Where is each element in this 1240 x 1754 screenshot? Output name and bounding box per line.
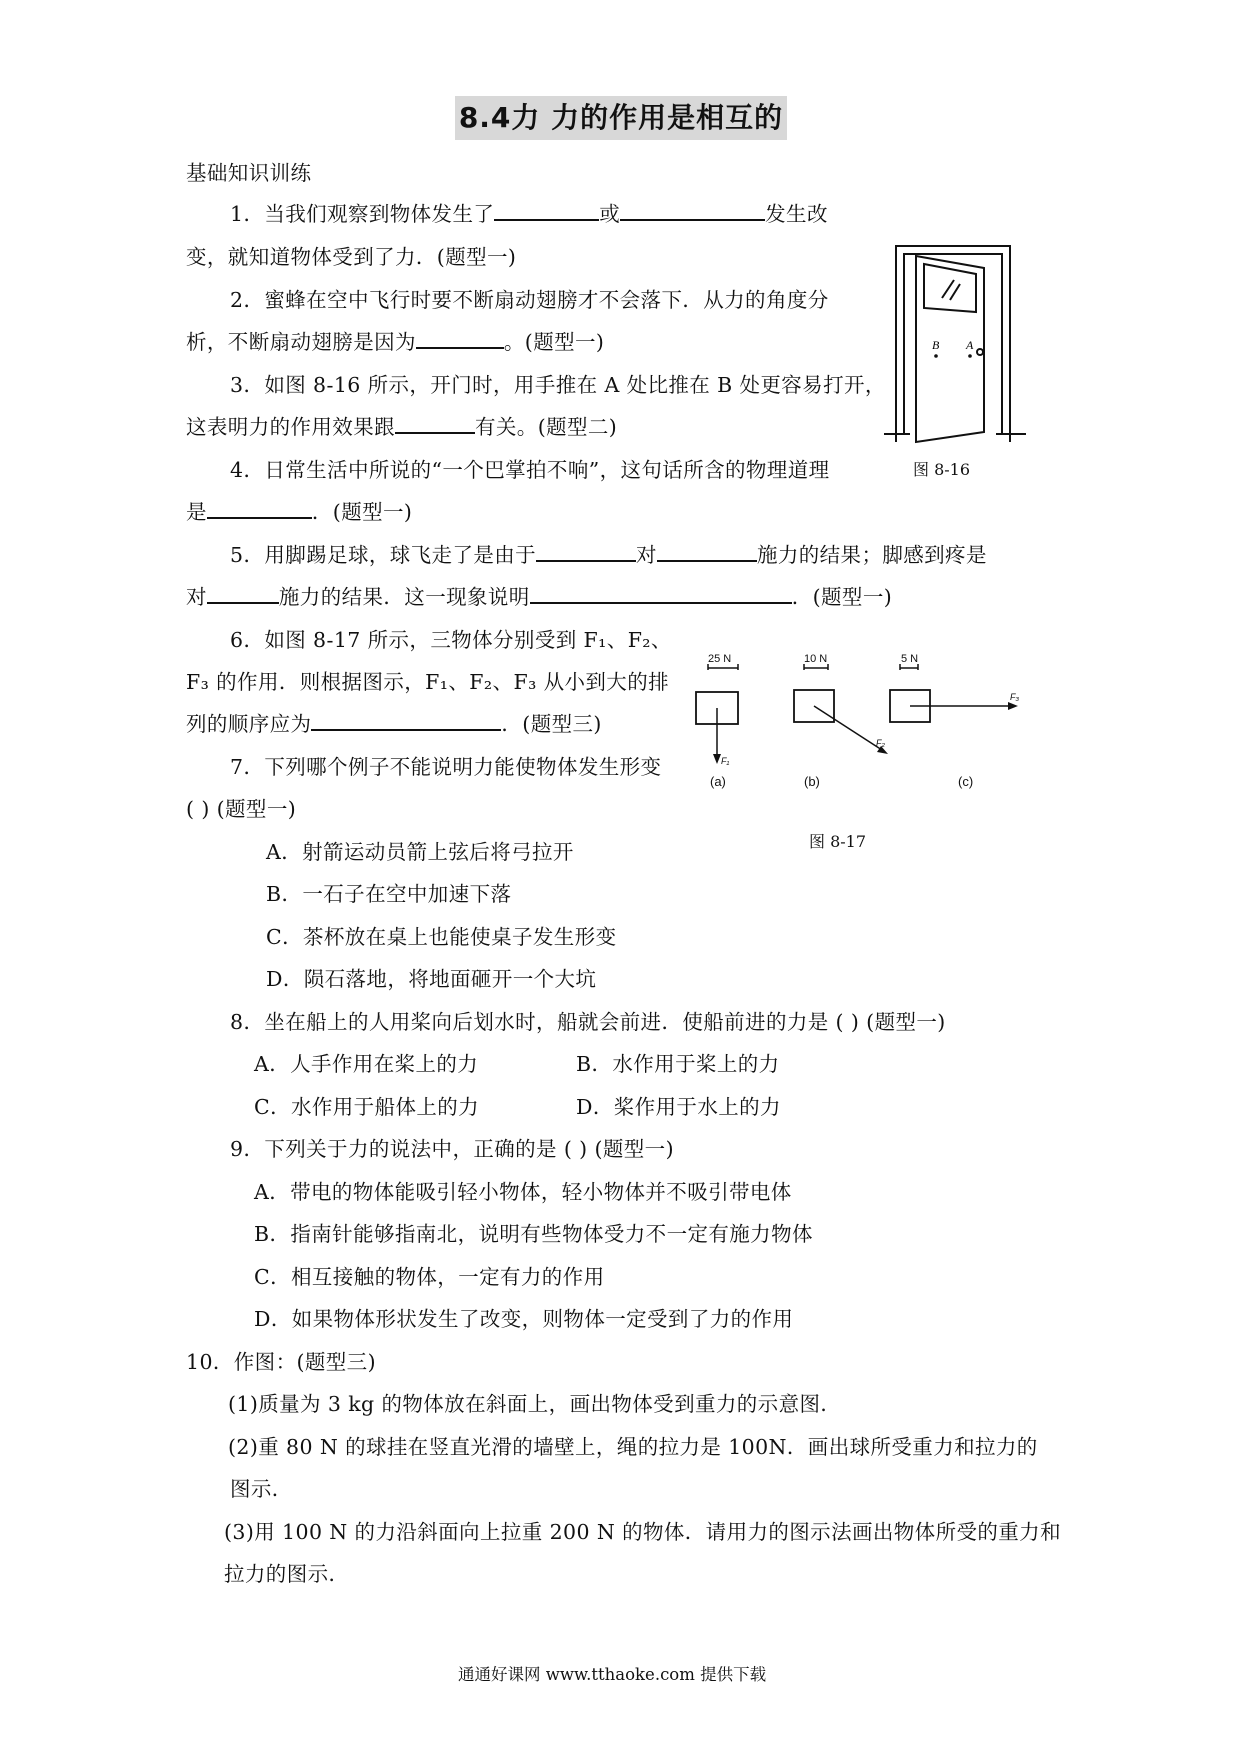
question-5-line-1: 5．用脚踢足球，球飞走了是由于 对 施力的结果；脚感到疼是 <box>230 538 987 568</box>
question-2-line-1: 2．蜜蜂在空中飞行时要不断扇动翅膀才不会落下．从力的角度分 <box>230 288 829 312</box>
question-7-option-d[interactable]: D．陨石落地，将地面砸开一个大坑 <box>266 967 597 991</box>
answer-blank[interactable] <box>536 541 636 562</box>
question-9-option-b[interactable]: B．指南针能够指南北，说明有些物体受力不一定有施力物体 <box>254 1222 813 1246</box>
answer-blank[interactable] <box>311 710 501 731</box>
question-7-option-a[interactable]: A．射箭运动员箭上弦后将弓拉开 <box>266 840 574 864</box>
question-10-part-2-line-1: (2)重 80 N 的球挂在竖直光滑的墙壁上，绳的拉力是 100N．画出球所受重力和拉力的 <box>228 1435 1038 1459</box>
question-9-stem: 9．下列关于力的说法中，正确的是 ( ) (题型一) <box>230 1137 674 1161</box>
question-9-option-a[interactable]: A．带电的物体能吸引轻小物体，轻小物体并不吸引带电体 <box>254 1180 792 1204</box>
answer-blank[interactable] <box>207 583 279 604</box>
question-9-option-d[interactable]: D．如果物体形状发生了改变，则物体一定受到了力的作用 <box>254 1307 794 1331</box>
question-8-stem: 8．坐在船上的人用桨向后划水时，船就会前进．使船前进的力是 ( ) (题型一) <box>230 1010 946 1034</box>
answer-blank[interactable] <box>207 498 312 519</box>
question-8-option-b[interactable]: B．水作用于桨上的力 <box>576 1052 780 1076</box>
question-8-option-c[interactable]: C．水作用于船体上的力 <box>254 1095 480 1119</box>
scale-label-c: 5 N <box>901 653 919 665</box>
question-10-part-1: (1)质量为 3 kg 的物体放在斜面上，画出物体受到重力的示意图． <box>228 1392 842 1416</box>
force-label-f3: F₃ <box>1010 692 1020 702</box>
question-10-stem: 10．作图：(题型三) <box>186 1350 376 1374</box>
section-label: 基础知识训练 <box>186 161 312 185</box>
force-label-f2: F₂ <box>876 738 885 748</box>
question-8-option-d[interactable]: D．桨作用于水上的力 <box>576 1095 781 1119</box>
question-2-line-2: 析，不断扇动翅膀是因为 。(题型一) <box>186 325 604 355</box>
force-diagram <box>680 650 1040 800</box>
question-1-line-1: 1．当我们观察到物体发生了 或 发生改 <box>230 197 828 227</box>
question-3-line-1: 3．如图 8-16 所示，开门时，用手推在 A 处比推在 B 处更容易打开， <box>230 373 886 397</box>
question-4-line-2: 是 ．(题型一) <box>186 495 412 525</box>
door-figure <box>880 238 1030 448</box>
question-10-part-2-line-2: 图示． <box>230 1477 293 1501</box>
answer-blank[interactable] <box>620 200 765 221</box>
question-10-part-3-line-2: 拉力的图示． <box>224 1562 350 1586</box>
question-7-stem: 7．下列哪个例子不能说明力能使物体发生形变 <box>230 755 662 779</box>
sub-label-b: (b) <box>804 774 820 789</box>
figure-8-17-caption: 图 8-17 <box>809 832 867 851</box>
question-4-line-1: 4．日常生活中所说的“一个巴掌拍不响”，这句话所含的物理道理 <box>230 458 830 482</box>
question-7-answer: ( ) (题型一) <box>186 797 297 821</box>
sub-label-a: (a) <box>710 774 726 789</box>
door-label-a: A <box>966 338 974 352</box>
answer-blank[interactable] <box>530 583 792 604</box>
answer-blank[interactable] <box>395 413 475 434</box>
question-3-line-2: 这表明力的作用效果跟 有关。(题型二) <box>186 410 617 440</box>
scale-label-b: 10 N <box>804 653 828 665</box>
answer-blank[interactable] <box>416 328 504 349</box>
answer-blank[interactable] <box>657 541 757 562</box>
question-7-option-b[interactable]: B．一石子在空中加速下落 <box>266 882 512 906</box>
page-title: 8.4力 力的作用是相互的 <box>455 96 787 140</box>
answer-blank[interactable] <box>494 200 599 221</box>
scale-label-a: 25 N <box>708 653 732 665</box>
question-6-line-3: 列的顺序应为 ．(题型三) <box>186 707 602 737</box>
figure-8-16-caption: 图 8-16 <box>913 460 971 479</box>
page-footer: 通通好课网 www.tthaoke.com 提供下载 <box>458 1665 767 1684</box>
question-7-option-c[interactable]: C．茶杯放在桌上也能使桌子发生形变 <box>266 925 617 949</box>
door-label-b: B <box>932 338 940 352</box>
question-9-option-c[interactable]: C．相互接触的物体，一定有力的作用 <box>254 1265 605 1289</box>
force-label-f1: F₁ <box>721 756 730 766</box>
question-10-part-3-line-1: (3)用 100 N 的力沿斜面向上拉重 200 N 的物体．请用力的图示法画出物体所受的重力和 <box>224 1520 1061 1544</box>
question-1-line-2: 变，就知道物体受到了力．(题型一) <box>186 245 517 269</box>
question-6-line-1: 6．如图 8-17 所示，三物体分别受到 F₁、F₂、 <box>230 628 672 652</box>
sub-label-c: (c) <box>958 774 974 789</box>
question-5-line-2: 对 施力的结果．这一现象说明 ．(题型一) <box>186 580 892 610</box>
question-8-option-a[interactable]: A．人手作用在桨上的力 <box>254 1052 479 1076</box>
question-6-line-2: F₃ 的作用．则根据图示，F₁、F₂、F₃ 从小到大的排 <box>186 670 669 694</box>
